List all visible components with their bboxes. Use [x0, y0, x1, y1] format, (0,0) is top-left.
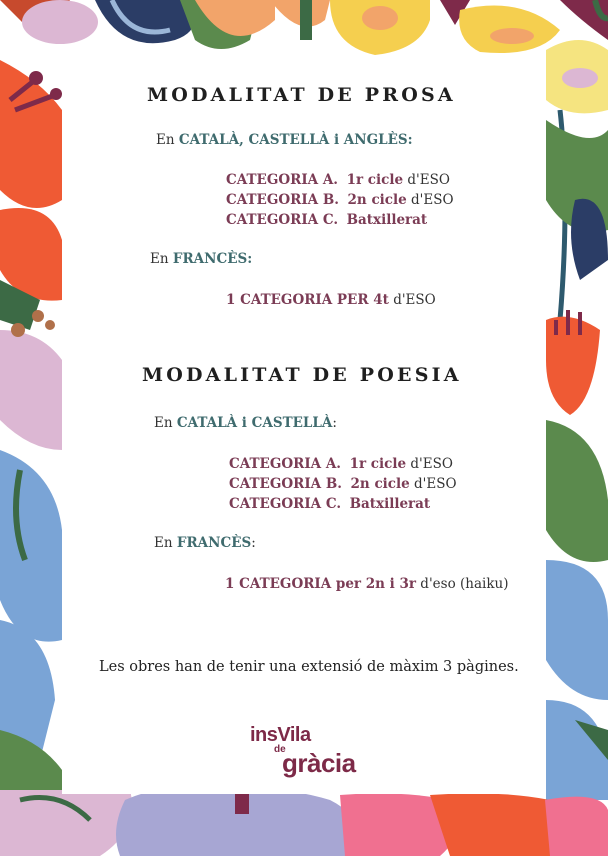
- poetry-lang-line-1: En CATALÀ i CASTELLÀ:: [154, 415, 337, 431]
- poetry-lang-prefix-2: En: [154, 535, 173, 551]
- prose-lang-prefix: En: [156, 132, 175, 148]
- prose-category-list: [226, 170, 454, 230]
- poetry-heading: MODALITAT DE POESIA: [142, 364, 462, 386]
- prose-single-category: 1 CATEGORIA PER 4t d'ESO: [226, 292, 436, 308]
- poetry-lang-prefix: En: [154, 415, 173, 431]
- poetry-languages-2: FRANCÈS: [176, 535, 252, 551]
- prose-lang-prefix-2: En: [150, 251, 169, 267]
- logo-bottom-text: gràcia: [282, 748, 356, 778]
- category-c: CATEGORIA C. Batxillerat: [226, 212, 428, 228]
- flowers-right: [546, 40, 608, 800]
- logo-top-text: insVila: [250, 724, 311, 746]
- category-c: CATEGORIA C. Batxillerat: [229, 496, 431, 512]
- category-b: CATEGORIA B. 2n cicle d'ESO: [226, 192, 454, 208]
- poetry-category-list: [229, 454, 457, 514]
- poetry-languages: CATALÀ i CASTELLÀ: [176, 415, 333, 431]
- flowers-bottom: [0, 787, 608, 856]
- logo-de-text: de: [274, 744, 286, 755]
- page-length-note: Les obres han de tenir una extensió de màxim 3 pàgines.: [99, 659, 519, 675]
- poetry-single-category: 1 CATEGORIA per 2n i 3r d'eso (haiku): [225, 576, 509, 592]
- school-logo: [250, 724, 370, 784]
- prose-languages: CATALÀ, CASTELLÀ i ANGLÈS:: [178, 132, 413, 148]
- flowers-top: [0, 0, 608, 55]
- poetry-lang-line-2: En FRANCÈS:: [154, 535, 256, 551]
- category-b: CATEGORIA B. 2n cicle d'ESO: [229, 476, 457, 492]
- flowers-left: [0, 60, 62, 800]
- prose-lang-line-2: [150, 251, 252, 267]
- category-a: CATEGORIA A. 1r cicle d'ESO: [226, 172, 450, 188]
- prose-languages-2: FRANCÈS:: [172, 251, 253, 267]
- category-a: CATEGORIA A. 1r cicle d'ESO: [229, 456, 453, 472]
- prose-heading: MODALITAT DE PROSA: [147, 84, 456, 106]
- prose-lang-line-1: [156, 132, 413, 148]
